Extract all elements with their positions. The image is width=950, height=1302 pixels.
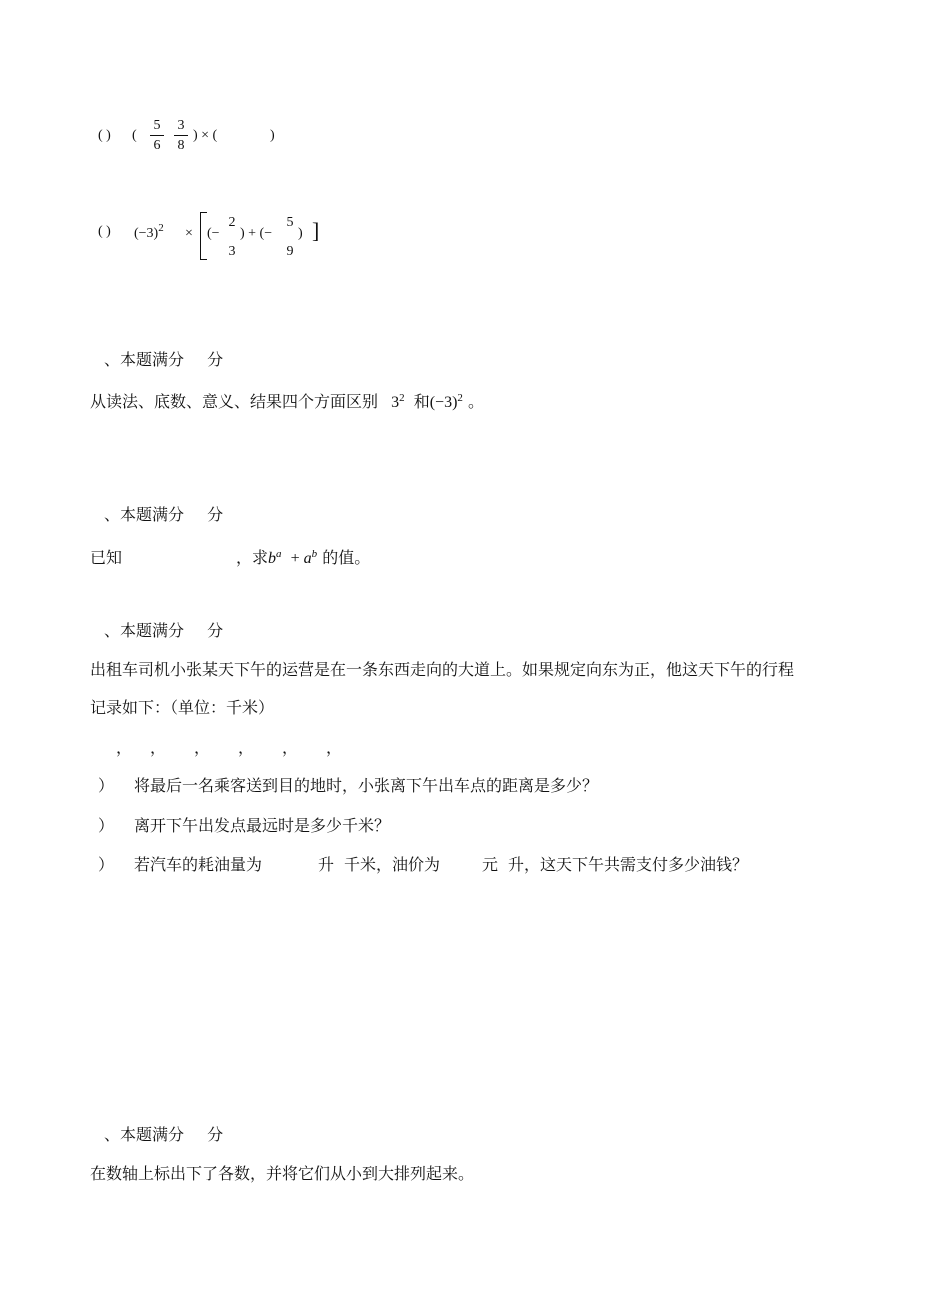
problem-b-base (134, 222, 164, 242)
base-expression: (−3) (134, 226, 159, 241)
question-3-part-a: 若汽车的耗油量为 (134, 855, 263, 874)
section-heading (104, 1125, 223, 1145)
question-2-mark: ） (98, 816, 115, 835)
heading-prefix: 、本题满分 (104, 1125, 185, 1144)
section-heading (104, 350, 223, 370)
plus-sign: + (290, 550, 300, 567)
problem-a-close: ) (270, 128, 275, 143)
fraction-numerator: 3 (174, 118, 188, 136)
question-1-mark: ） (98, 776, 115, 795)
problem-a-fraction-2 (174, 118, 188, 154)
record-comma: ， (238, 738, 255, 757)
fraction-numerator: 5 (150, 118, 164, 136)
term-2 (430, 394, 463, 411)
fraction-numerator: 5 (286, 215, 294, 230)
question-1-text: 将最后一名乘客送到目的地时，小张离下午出车点的距离是多少？ (134, 776, 599, 795)
problem-a-paren-b: ( (132, 128, 137, 143)
fraction-denominator: 3 (228, 244, 236, 259)
heading-prefix: 、本题满分 (104, 505, 185, 524)
question-3-part-b: 升 (318, 855, 335, 874)
problem-a-close-times: ) × ( (193, 128, 218, 143)
seek-text: ，求 (236, 548, 269, 567)
paragraph-line-2: 记录如下：（单位：千米） (90, 698, 275, 717)
section-heading (104, 505, 223, 525)
section-2-expression (236, 548, 370, 570)
question-3-part-e: 升，这天下午共需支付多少油钱？ (508, 855, 749, 874)
and-text: 和 (413, 392, 430, 411)
question-2-text: 离开下午出发点最远时是多少千米？ (134, 816, 391, 835)
heading-prefix: 、本题满分 (104, 350, 185, 369)
problem-b-plus-open: ) + (− (240, 226, 273, 241)
problem-b-fraction-2 (283, 215, 297, 260)
problem-b-neg-open-1: (− (207, 226, 220, 241)
record-comma: ， (150, 738, 167, 757)
section-4-text: 在数轴上标出下了各数，并将它们从小到大排列起来。 (90, 1164, 475, 1183)
exp-a: a (276, 548, 282, 560)
end-mark: 。 (468, 392, 485, 411)
exponent: 2 (158, 222, 164, 234)
question-3-mark: ） (98, 855, 115, 874)
problem-b-close: ) (298, 226, 303, 241)
term-1 (391, 394, 405, 411)
right-bracket: ] (312, 218, 320, 243)
var-a: a (303, 550, 312, 567)
problem-a-paren-a: ( ) (98, 128, 111, 143)
term-exponent: 2 (457, 392, 463, 404)
record-comma: ， (194, 738, 211, 757)
var-b: b (268, 550, 277, 567)
known-label: 已知 (90, 548, 123, 567)
fraction-denominator: 6 (153, 138, 161, 153)
heading-suffix: 分 (207, 1125, 224, 1144)
heading-suffix: 分 (207, 350, 224, 369)
record-comma: ， (282, 738, 299, 757)
problem-b-paren-a: ( ) (98, 224, 111, 239)
section-body (90, 392, 484, 414)
section-heading (104, 621, 223, 641)
problem-b-fraction-1 (225, 215, 239, 260)
record-comma: ， (116, 738, 133, 757)
record-comma: ， (326, 738, 343, 757)
term-base: (−3) (429, 394, 458, 411)
heading-prefix: 、本题满分 (104, 621, 185, 640)
exp-b: b (311, 548, 318, 560)
fraction-numerator: 2 (228, 215, 236, 230)
value-text: 的值。 (322, 548, 371, 567)
left-bracket (200, 212, 207, 260)
heading-suffix: 分 (207, 621, 224, 640)
fraction-denominator: 8 (177, 138, 185, 153)
body-text: 从读法、底数、意义、结果四个方面区别 (90, 392, 379, 411)
fraction-denominator: 9 (286, 244, 294, 259)
term-base: 3 (391, 394, 400, 411)
heading-suffix: 分 (207, 505, 224, 524)
problem-a-fraction-1 (150, 118, 164, 154)
question-3-part-d: 元 (482, 855, 499, 874)
question-3-part-c: 千米，油价为 (344, 855, 441, 874)
problem-b-times: × (185, 226, 193, 241)
paragraph-line-1: 出租车司机小张某天下午的运营是在一条东西走向的大道上。如果规定向东为正，他这天下午的行程 (90, 660, 795, 679)
term-exponent: 2 (399, 392, 405, 404)
